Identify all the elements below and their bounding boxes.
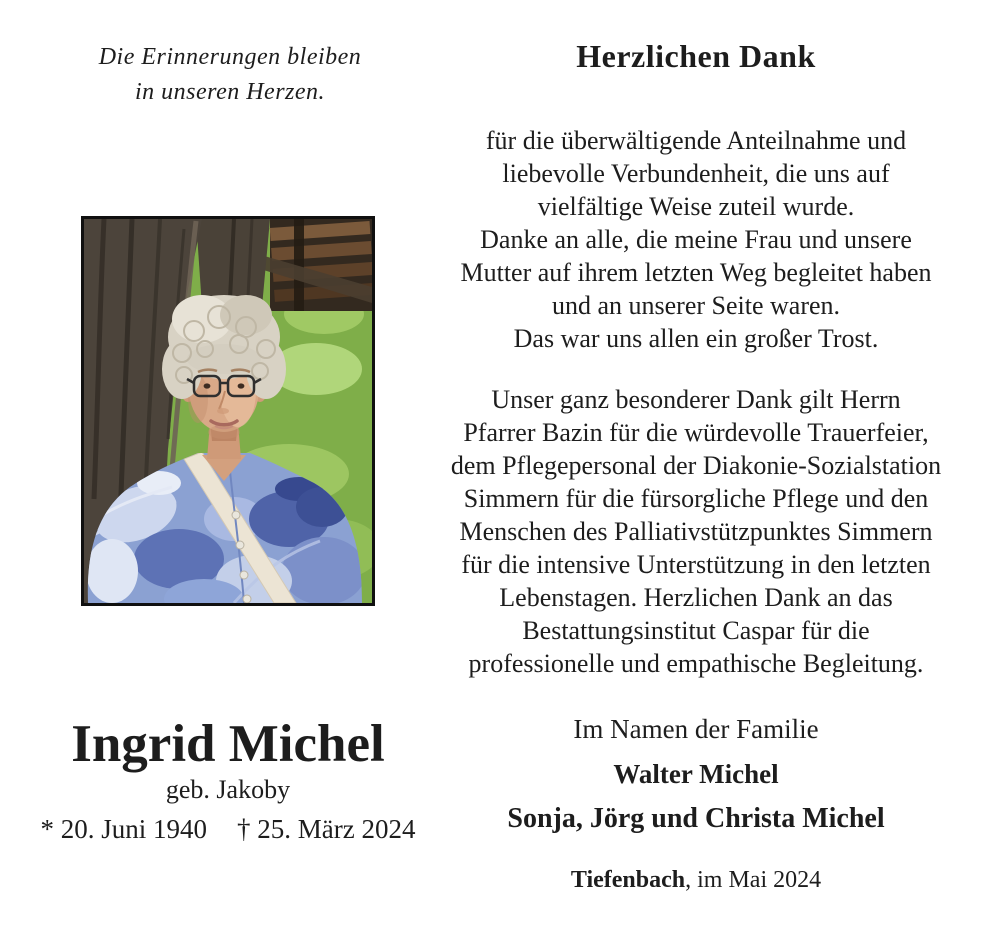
text-line: vielfältige Weise zuteil wurde. <box>537 192 855 221</box>
death-date: † 25. März 2024 <box>237 814 416 845</box>
text-line: Lebenstagen. Herzlichen Dank an das <box>499 583 893 612</box>
thanks-paragraph-1 <box>410 124 982 355</box>
button <box>232 511 240 519</box>
button <box>243 595 251 603</box>
portrait-photo <box>81 216 375 606</box>
text-line: Unser ganz besonderer Dank gilt Herrn <box>491 385 901 414</box>
text-line: für die überwältigende Anteilnahme und <box>485 126 907 155</box>
date-text: , im Mai 2024 <box>685 867 822 893</box>
text-line: für die intensive Unterstützung in den letzten <box>461 550 931 579</box>
family-name: Walter Michel <box>613 759 779 789</box>
chin-shadow <box>208 425 240 439</box>
text-line: Menschen des Palliativstützpunktes Simmern <box>459 517 933 546</box>
text-line: Pfarrer Bazin für die würdevolle Trauerfeier, <box>463 418 929 447</box>
maiden-name: geb. Jakoby <box>165 775 291 805</box>
thanks-paragraph-2 <box>410 383 982 680</box>
memorial-quote <box>20 40 440 110</box>
family-intro: Im Namen der Familie <box>573 714 819 744</box>
birth-date: * 20. Juni 1940 <box>40 814 208 845</box>
text-line: Simmern für die fürsorgliche Pflege und den <box>463 484 929 513</box>
text-line: Bestattungsinstitut Caspar für die <box>522 616 870 645</box>
text-line: Die Erinnerungen bleiben <box>98 44 362 70</box>
family-name: Sonja, Jörg und Christa Michel <box>507 803 885 834</box>
nose-tip <box>217 408 229 414</box>
text-line: Das war uns allen ein großer Trost. <box>513 324 879 353</box>
place-date-line <box>410 867 982 894</box>
thanks-heading: Herzlichen Dank <box>576 38 816 74</box>
eye <box>238 383 245 388</box>
button <box>236 541 244 549</box>
text-line: professionelle und empathische Begleitung. <box>468 649 924 678</box>
deceased-block <box>28 716 428 845</box>
text-line: Mutter auf ihrem letzten Weg begleitet haben <box>460 258 932 287</box>
button <box>240 571 248 579</box>
life-dates <box>28 814 428 845</box>
deceased-name: Ingrid Michel <box>71 715 385 773</box>
text-line: in unseren Herzen. <box>134 78 326 105</box>
place-name: Tiefenbach <box>570 867 686 893</box>
text-line: Danke an alle, die meine Frau und unsere <box>480 225 912 254</box>
tree-trunk-far <box>196 219 270 307</box>
text-line: und an unserer Seite waren. <box>551 291 841 320</box>
portrait-photo-illustration <box>84 219 372 603</box>
text-line: dem Pflegepersonal der Diakonie-Sozialstation <box>450 451 942 480</box>
eye <box>204 383 211 388</box>
text-line: liebevolle Verbundenheit, die uns auf <box>502 159 890 188</box>
